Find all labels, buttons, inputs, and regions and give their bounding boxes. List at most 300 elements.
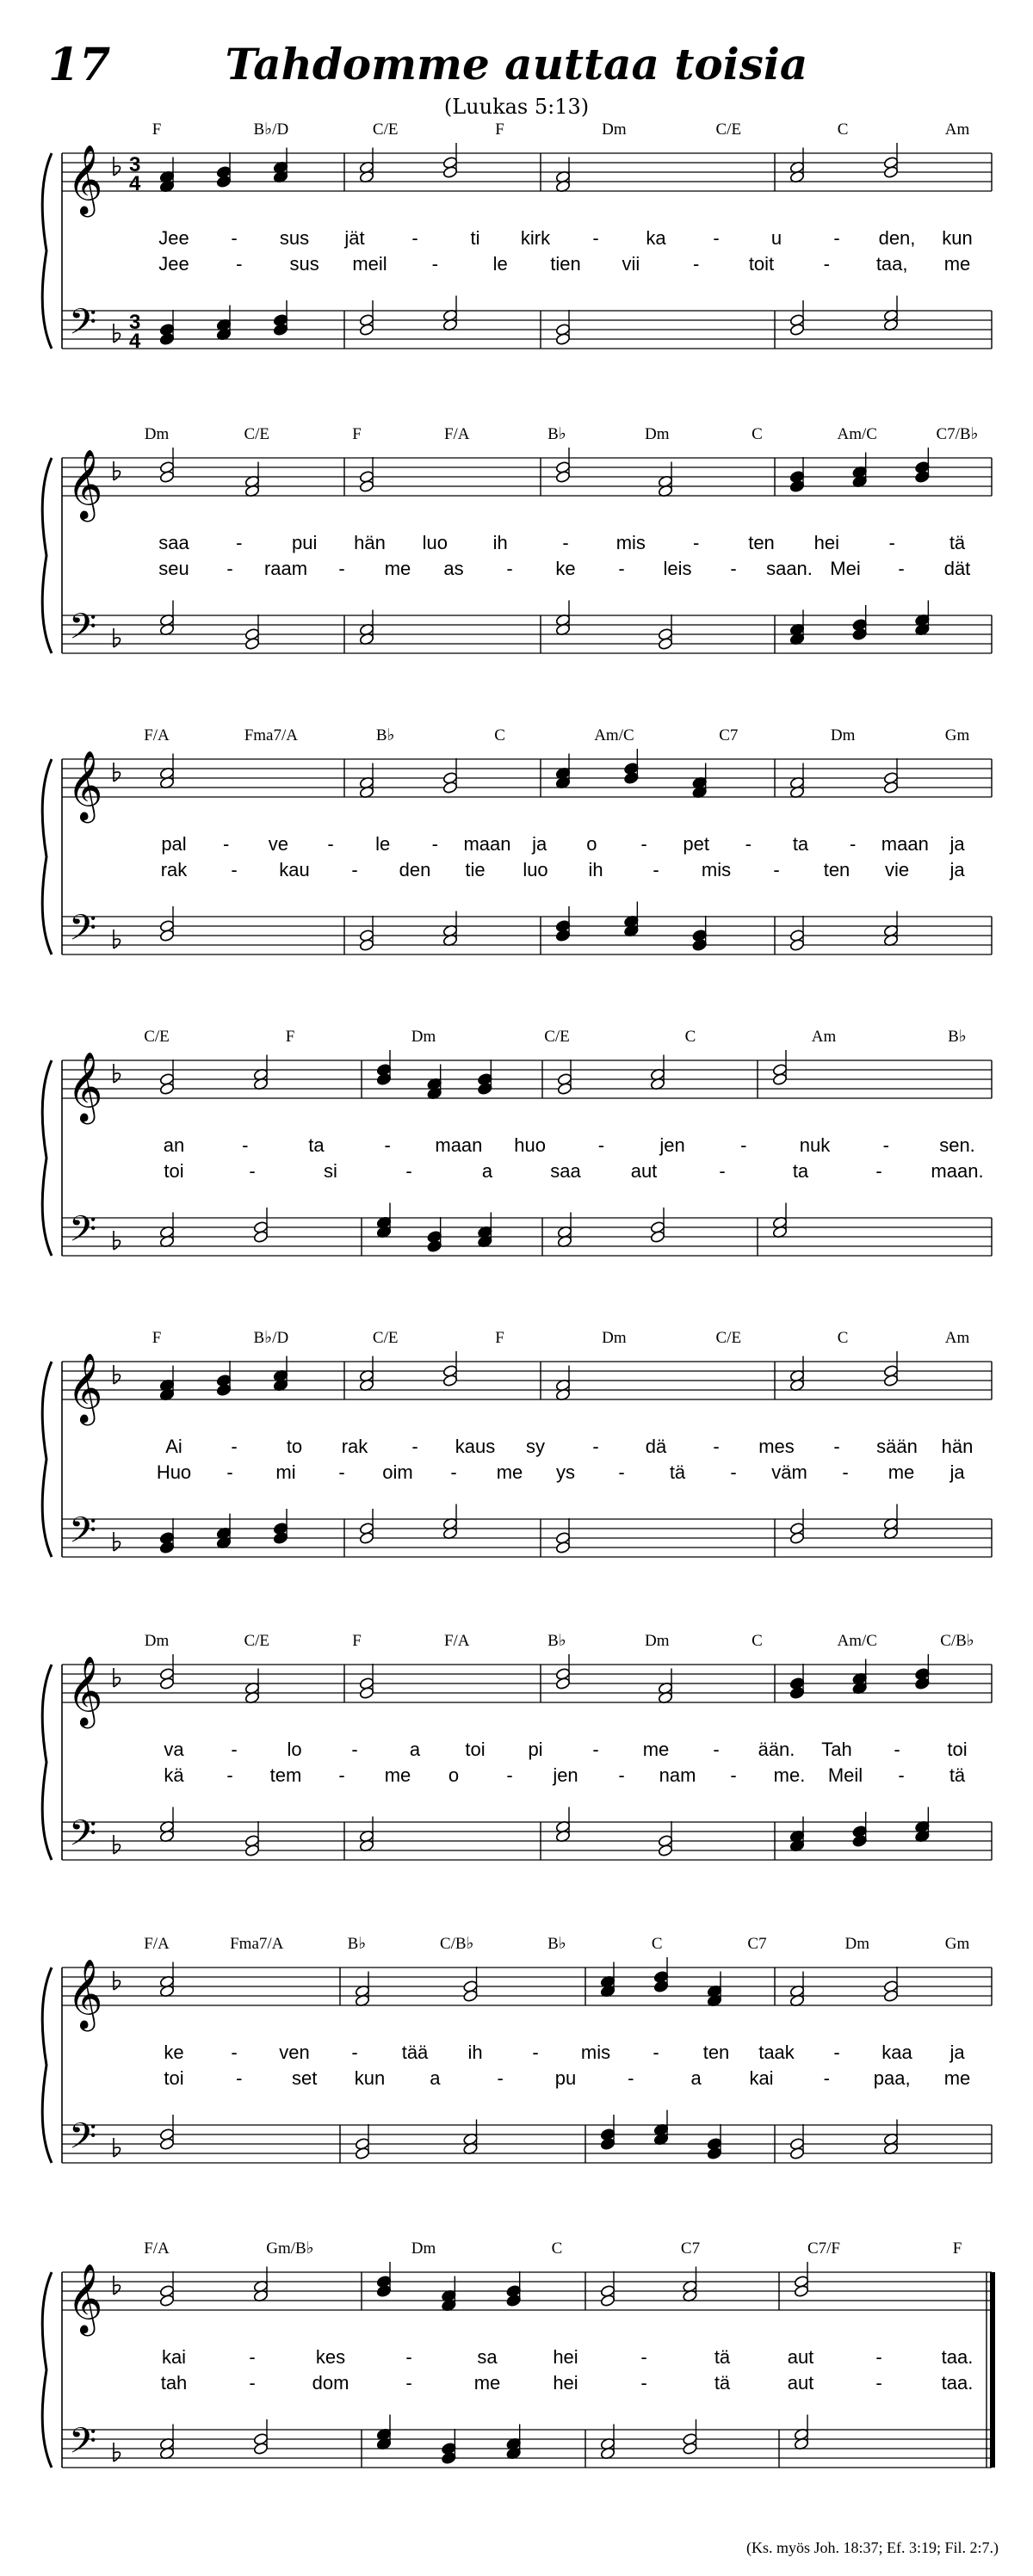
lyric-syllable: a <box>430 2067 441 2089</box>
lyric-syllable: tä <box>949 1764 966 1786</box>
lyric-syllable: saa <box>550 1160 581 1182</box>
chord-symbol: Dm <box>844 1935 869 1953</box>
treble-staff <box>62 1060 992 1098</box>
chord-symbol: C/B♭ <box>439 1935 474 1953</box>
lyric-syllable: - <box>506 1764 513 1786</box>
note-head <box>159 2284 175 2297</box>
note-head <box>852 618 868 631</box>
system-brace <box>42 1665 52 1860</box>
bass-clef-icon: 𝄢 <box>69 1510 97 1559</box>
lyric-syllable: - <box>730 558 737 579</box>
chord-symbol: F <box>952 2239 962 2258</box>
lyric-syllable: väm <box>771 1461 807 1483</box>
lyric-syllable: taa. <box>941 2346 974 2368</box>
note-head <box>600 2284 615 2297</box>
note-head <box>883 771 899 784</box>
lyric-syllable: - <box>351 2042 358 2063</box>
lyric-syllable: sen. <box>939 1134 975 1156</box>
lyric-syllable: tie <box>465 859 486 880</box>
note-head <box>658 627 673 640</box>
chord-symbols <box>144 2239 962 2258</box>
key-signature-flat-icon <box>114 1668 121 1687</box>
lyric-syllable: - <box>730 1764 737 1786</box>
lyric-syllable: - <box>597 1134 605 1156</box>
lyric-syllable: - <box>231 859 238 880</box>
lyrics-verse2 <box>158 253 970 275</box>
chord-symbol: Am <box>811 1028 837 1046</box>
key-signature-flat-icon <box>114 1231 121 1250</box>
lyric-syllable: hei <box>553 2372 578 2394</box>
lyrics-verse1 <box>165 1436 973 1457</box>
system-brace <box>42 759 52 954</box>
treble-clef-icon: 𝄞 <box>67 1960 103 2027</box>
hymn-subtitle: (Luukas 5:13) <box>443 95 590 119</box>
lyric-syllable: hän <box>941 1436 974 1457</box>
lyric-syllable: - <box>562 532 569 553</box>
lyric-syllable: sus <box>289 253 319 275</box>
lyric-syllable: tah <box>160 2372 188 2394</box>
chord-symbol: Dm <box>411 2239 436 2258</box>
note-head <box>883 1980 899 1992</box>
bass-staff <box>62 311 992 349</box>
chord-symbol: C <box>684 1028 696 1046</box>
lyric-syllable: ys <box>556 1461 575 1483</box>
lyric-syllable: - <box>351 1739 358 1760</box>
lyric-syllable: maan. <box>931 1160 984 1182</box>
lyric-syllable: sy <box>526 1436 545 1457</box>
lyric-syllable: nam <box>659 1764 696 1786</box>
lyric-syllable: kun <box>354 2067 386 2089</box>
lyric-syllable: ti <box>470 227 480 249</box>
lyric-syllable: vii <box>622 253 640 275</box>
chord-symbol: C/E <box>244 1632 270 1650</box>
lyric-syllable: - <box>640 2346 647 2368</box>
lyric-syllable: saa <box>158 532 189 553</box>
note-head <box>159 2128 175 2140</box>
note-head <box>658 1834 673 1847</box>
chord-symbol: Dm <box>144 1632 170 1650</box>
lyric-syllable: paa, <box>873 2067 911 2089</box>
chord-symbol: C7/F <box>807 2239 841 2258</box>
lyric-syllable: u <box>770 227 782 249</box>
lyrics-verse1 <box>158 532 966 553</box>
lyric-syllable: - <box>384 1134 391 1156</box>
chord-symbol: F <box>352 425 362 443</box>
key-signature-flat-icon <box>114 1064 121 1083</box>
lyric-syllable: - <box>405 2372 412 2394</box>
lyric-syllable: maan <box>463 833 511 855</box>
lyric-syllable: - <box>898 1764 905 1786</box>
lyric-syllable: le <box>492 253 508 275</box>
key-signature-flat-icon <box>114 1835 121 1854</box>
lyric-syllable: dät <box>943 558 971 579</box>
chord-symbol: Dm <box>602 1329 627 1347</box>
lyric-syllable: hän <box>354 532 386 553</box>
lyric-syllable: aut <box>787 2372 814 2394</box>
note-head <box>359 313 374 326</box>
chord-symbol: B♭ <box>547 1935 566 1953</box>
lyric-syllable: - <box>236 532 243 553</box>
lyric-syllable: Jee <box>158 253 189 275</box>
lyric-syllable: - <box>405 1160 412 1182</box>
lyric-syllable: Ai <box>165 1436 182 1457</box>
lyric-syllable: taak <box>758 2042 795 2063</box>
lyric-syllable: - <box>405 2346 412 2368</box>
chord-symbol: F <box>152 1329 162 1347</box>
chord-symbol: F/A <box>443 425 470 443</box>
lyric-syllable: - <box>236 253 243 275</box>
treble-clef-icon: 𝄞 <box>67 1354 103 1421</box>
tsig-bass-bottom: 4 <box>129 330 141 353</box>
note-head <box>216 165 232 178</box>
chord-symbol: Gm/B♭ <box>266 2239 314 2258</box>
chord-symbols <box>152 1329 970 1347</box>
chord-symbol: F <box>495 1329 504 1347</box>
key-signature-flat-icon <box>114 2276 121 2295</box>
note-head <box>653 1970 669 1983</box>
chord-symbol: C <box>837 1329 849 1347</box>
chord-symbol: Am/C <box>594 726 634 744</box>
lyric-syllable: seu <box>158 558 189 579</box>
lyric-syllable: a <box>481 1160 493 1182</box>
chord-symbol: C/B♭ <box>940 1632 974 1650</box>
chord-symbol: Dm <box>830 726 856 744</box>
lyric-syllable: nuk <box>799 1134 831 1156</box>
chord-symbol: Am <box>944 120 970 139</box>
lyric-syllable: lo <box>287 1739 302 1760</box>
note-head <box>359 1522 374 1535</box>
lyric-syllable: Jee <box>158 227 189 249</box>
chord-symbol: F/A <box>443 1632 470 1650</box>
lyric-syllable: - <box>592 227 599 249</box>
lyric-syllable: - <box>618 558 625 579</box>
note-head <box>359 470 374 483</box>
chord-symbol: B♭/D <box>253 1329 289 1347</box>
key-signature-flat-icon <box>114 1971 121 1990</box>
lyric-syllable: - <box>618 1461 625 1483</box>
chord-symbol: B♭ <box>547 1632 566 1650</box>
lyric-syllable: ten <box>748 532 775 553</box>
lyric-syllable: meil <box>352 253 387 275</box>
chord-symbol: C <box>551 2239 563 2258</box>
lyric-syllable: - <box>719 1160 726 1182</box>
bass-clef-icon: 𝄢 <box>69 2116 97 2165</box>
lyric-syllable: jen <box>659 1134 685 1156</box>
note-head <box>692 929 708 942</box>
bass-staff <box>62 2430 992 2468</box>
note-head <box>506 2284 522 2297</box>
bass-clef-icon: 𝄢 <box>69 302 97 350</box>
lyric-syllable: tä <box>949 532 966 553</box>
lyric-syllable: me <box>888 1461 915 1483</box>
lyrics-verse2 <box>164 1764 966 1786</box>
lyric-syllable: den <box>399 859 431 880</box>
lyric-syllable: pet <box>683 833 709 855</box>
treble-staff <box>62 2272 992 2310</box>
chord-symbols <box>144 1028 967 1046</box>
lyric-syllable: kun <box>942 227 973 249</box>
lyric-syllable: - <box>693 253 700 275</box>
note-head <box>355 2137 370 2150</box>
lyric-syllable: - <box>226 1764 233 1786</box>
note-head <box>555 460 571 473</box>
note-head <box>427 1230 442 1243</box>
lyric-syllable: kau <box>279 859 310 880</box>
note-head <box>253 2432 269 2445</box>
key-signature-flat-icon <box>114 628 121 647</box>
note-head <box>707 2137 722 2150</box>
lyric-syllable: - <box>506 558 513 579</box>
lyric-syllable: me <box>496 1461 523 1483</box>
lyrics-verse2 <box>157 1461 966 1483</box>
lyric-syllable: - <box>888 532 895 553</box>
treble-clef-icon: 𝄞 <box>67 450 103 517</box>
lyric-syllable: - <box>745 833 752 855</box>
lyric-syllable: mi <box>275 1461 296 1483</box>
note-head <box>914 1667 930 1680</box>
note-head <box>600 2128 615 2140</box>
note-head <box>159 460 175 473</box>
lyric-syllable: - <box>226 558 233 579</box>
key-signature-flat-icon <box>114 157 121 176</box>
chord-symbol: Dm <box>645 1632 670 1650</box>
bass-staff <box>62 917 992 954</box>
lyric-syllable: va <box>164 1739 184 1760</box>
lyric-syllable: - <box>842 1461 849 1483</box>
lyric-syllable: - <box>242 1134 249 1156</box>
lyric-syllable: pal <box>161 833 187 855</box>
lyric-syllable: - <box>875 2372 882 2394</box>
treble-staff <box>62 1362 992 1399</box>
lyric-syllable: pui <box>291 532 318 553</box>
lyric-syllable: kaa <box>881 2042 912 2063</box>
lyric-syllable: aut <box>787 2346 814 2368</box>
note-head <box>789 2137 805 2150</box>
lyric-syllable: - <box>882 1134 889 1156</box>
note-head <box>159 1531 175 1544</box>
chord-symbol: F/A <box>144 726 170 744</box>
lyric-syllable: - <box>693 532 700 553</box>
chord-symbol: Dm <box>411 1028 436 1046</box>
lyric-syllable: ke <box>555 558 576 579</box>
lyric-syllable: tä <box>714 2372 731 2394</box>
chord-symbol: Dm <box>144 425 170 443</box>
lyric-syllable: tä <box>714 2346 731 2368</box>
lyric-syllable: ja <box>949 2042 965 2063</box>
lyric-syllable: ka <box>646 227 666 249</box>
lyric-syllable: - <box>249 2372 256 2394</box>
lyric-syllable: hei <box>553 2346 578 2368</box>
lyric-syllable: - <box>592 1739 599 1760</box>
lyrics-verse1 <box>164 1739 967 1760</box>
lyric-syllable: saan. <box>766 558 813 579</box>
chord-symbols <box>145 425 979 443</box>
lyric-syllable: - <box>640 2372 647 2394</box>
lyric-syllable: ja <box>949 833 965 855</box>
lyric-syllable: - <box>628 2067 634 2089</box>
lyric-syllable: Tah <box>821 1739 852 1760</box>
chord-symbol: C <box>752 1632 763 1650</box>
lyrics-verse2 <box>164 2067 970 2089</box>
chord-symbol: C/E <box>372 1329 399 1347</box>
note-head <box>852 1825 868 1838</box>
lyric-syllable: raam <box>263 558 308 579</box>
lyric-syllable: toi <box>164 2067 184 2089</box>
note-head <box>914 460 930 473</box>
chord-symbol: C/E <box>715 120 742 139</box>
chord-symbol: Am/C <box>837 1632 877 1650</box>
system-brace <box>42 153 52 349</box>
lyrics-verse1 <box>161 833 965 855</box>
lyric-syllable: toit <box>748 253 775 275</box>
lyric-syllable: ih <box>467 2042 483 2063</box>
note-head <box>789 929 805 942</box>
lyric-syllable: luo <box>422 532 448 553</box>
lyric-syllable: - <box>833 2042 840 2063</box>
key-signature-flat-icon <box>114 1532 121 1551</box>
key-signature-flat-icon <box>114 2138 121 2157</box>
music-system <box>42 1329 992 1557</box>
chord-symbol: B♭/D <box>253 120 289 139</box>
lyrics-verse1 <box>162 2346 973 2368</box>
chord-symbol: Gm <box>944 1935 970 1953</box>
lyric-syllable: me. <box>773 1764 806 1786</box>
lyric-syllable: - <box>411 227 418 249</box>
note-head <box>789 470 805 483</box>
chord-symbols <box>145 1632 974 1650</box>
lyric-syllable: - <box>231 1436 238 1457</box>
lyric-syllable: kai <box>161 2346 187 2368</box>
lyric-syllable: toi <box>465 1739 486 1760</box>
lyric-syllable: - <box>497 2067 504 2089</box>
lyric-syllable: - <box>411 1436 418 1457</box>
treble-staff <box>62 458 992 496</box>
lyric-syllable: tä <box>669 1461 686 1483</box>
system-brace <box>42 1362 52 1557</box>
lyric-syllable: ke <box>164 2042 184 2063</box>
lyric-syllable: - <box>338 1461 345 1483</box>
tsig-treble-top: 3 <box>129 153 141 176</box>
key-signature-flat-icon <box>114 2443 121 2462</box>
lyric-syllable: tem <box>269 1764 302 1786</box>
lyric-syllable: kä <box>164 1764 184 1786</box>
lyric-syllable: - <box>327 833 334 855</box>
lyric-syllable: - <box>450 1461 457 1483</box>
lyric-syllable: ih <box>492 532 508 553</box>
chord-symbol: F/A <box>144 2239 170 2258</box>
lyric-syllable: mes <box>758 1436 795 1457</box>
treble-clef-icon: 𝄞 <box>67 1053 103 1120</box>
lyric-syllable: vie <box>884 859 910 880</box>
lyric-syllable: - <box>431 833 438 855</box>
lyric-syllable: - <box>850 833 857 855</box>
chord-symbol: Dm <box>645 425 670 443</box>
lyric-syllable: si <box>324 1160 337 1182</box>
music-system <box>42 1935 992 2163</box>
lyric-syllable: - <box>338 558 345 579</box>
lyric-syllable: den, <box>878 227 916 249</box>
treble-staff <box>62 153 992 191</box>
lyric-syllable: mis <box>701 859 732 880</box>
lyric-syllable: - <box>249 1160 256 1182</box>
key-signature-flat-icon <box>114 324 121 343</box>
lyric-syllable: kes <box>315 2346 346 2368</box>
lyric-syllable: - <box>823 253 830 275</box>
note-head <box>463 1980 479 1992</box>
lyric-syllable: Mei <box>830 558 861 579</box>
lyric-syllable: - <box>823 2067 830 2089</box>
lyric-syllable: - <box>223 833 230 855</box>
bass-clef-icon: 𝄢 <box>69 2421 97 2469</box>
lyrics-verse1 <box>164 1134 975 1156</box>
note-head <box>555 323 571 336</box>
lyric-syllable: - <box>338 1764 345 1786</box>
lyric-syllable: dom <box>312 2372 349 2394</box>
system-brace <box>42 2272 52 2468</box>
lyric-syllable: ve <box>268 833 288 855</box>
note-head <box>555 1531 571 1544</box>
chord-symbol: C/E <box>372 120 399 139</box>
note-head <box>794 2275 809 2288</box>
chord-symbol: C/E <box>544 1028 570 1046</box>
lyric-syllable: maan <box>881 833 929 855</box>
chord-symbol: Am <box>944 1329 970 1347</box>
lyric-syllable: sus <box>279 227 310 249</box>
tsig-bass-top: 3 <box>129 311 141 334</box>
key-signature-flat-icon <box>114 1365 121 1384</box>
music-system <box>42 1632 992 1860</box>
note-head <box>253 1220 269 1233</box>
lyric-syllable: me <box>384 1764 411 1786</box>
lyric-syllable: to <box>286 1436 303 1457</box>
lyric-syllable: ta <box>792 833 809 855</box>
lyric-syllable: - <box>226 1461 233 1483</box>
bass-staff <box>62 1218 992 1256</box>
lyric-syllable: taa, <box>875 253 908 275</box>
lyric-syllable: mis <box>580 2042 611 2063</box>
lyric-syllable: me <box>943 2067 971 2089</box>
note-head <box>442 1364 458 1377</box>
note-head <box>789 1677 805 1690</box>
note-head <box>789 313 805 326</box>
lyric-syllable: - <box>249 2346 256 2368</box>
lyric-syllable: aut <box>630 1160 658 1182</box>
chord-symbol: B♭ <box>948 1028 967 1046</box>
lyric-syllable: - <box>532 2042 539 2063</box>
chord-symbol: C7 <box>680 2239 701 2258</box>
system-brace <box>42 1060 52 1256</box>
bass-staff <box>62 2125 992 2163</box>
lyric-syllable: huo <box>514 1134 546 1156</box>
lyric-syllable: me <box>384 558 411 579</box>
lyric-syllable: sään <box>876 1436 918 1457</box>
chord-symbol: F <box>352 1632 362 1650</box>
treble-staff <box>62 1665 992 1702</box>
note-head <box>442 156 458 169</box>
lyric-syllable: Meil <box>827 1764 863 1786</box>
hymn-number: 17 <box>48 39 111 91</box>
note-head <box>772 1063 788 1076</box>
music-system <box>42 726 992 954</box>
note-head <box>359 1677 374 1690</box>
lyric-syllable: kirk <box>520 227 551 249</box>
lyric-syllable: sa <box>477 2346 498 2368</box>
music-system <box>42 2239 995 2468</box>
lyric-syllable: - <box>713 227 720 249</box>
lyric-syllable: - <box>431 253 438 275</box>
music-system <box>42 120 992 349</box>
lyric-syllable: tää <box>401 2042 429 2063</box>
